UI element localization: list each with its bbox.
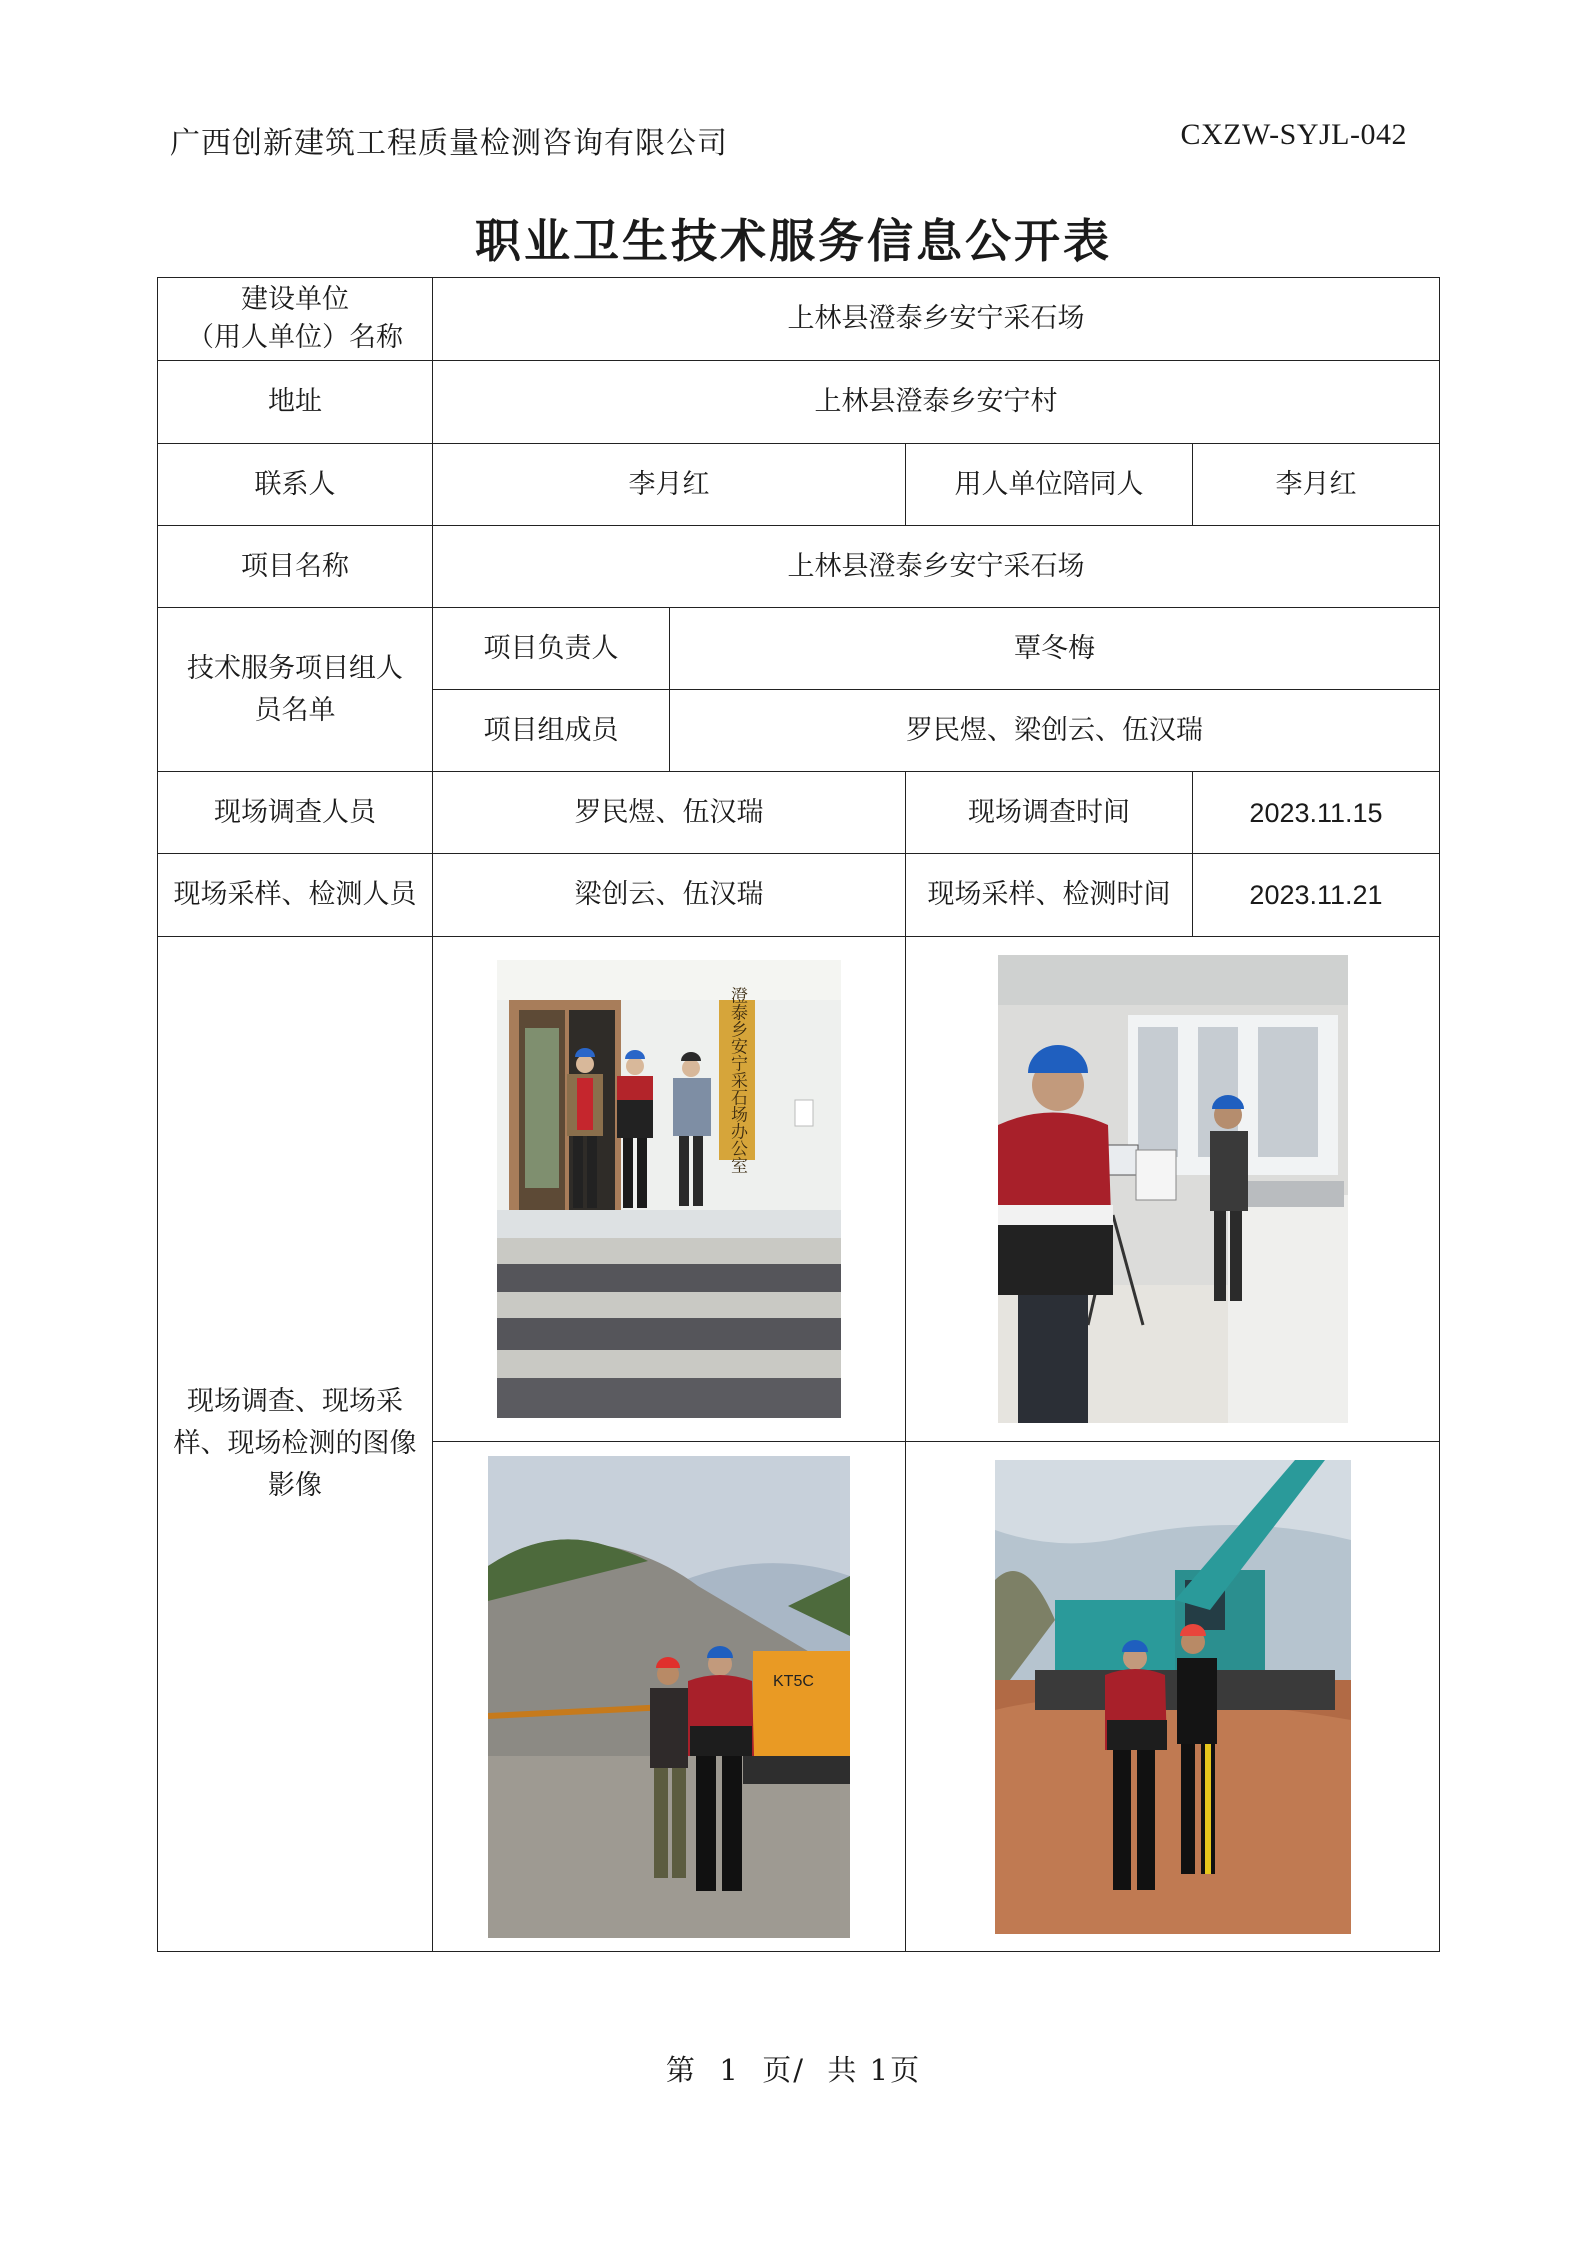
row-sampling xyxy=(158,854,1440,937)
row-project xyxy=(158,526,1440,608)
images-label: 现场调查、现场采样、现场检测的图像影像 xyxy=(158,937,433,1952)
photo-excavator-sampling xyxy=(995,1460,1351,1934)
sampling-time-value: 2023.11.21 xyxy=(1193,854,1440,937)
survey-time-value: 2023.11.15 xyxy=(1193,772,1440,854)
row-survey xyxy=(158,772,1440,854)
survey-time-label: 现场调查时间 xyxy=(906,772,1193,854)
office-plaque-text: 澄泰乡安宁采石场办公室 xyxy=(727,986,747,1174)
machine-label: KT5C xyxy=(773,1672,814,1690)
info-table xyxy=(157,277,1440,1952)
project-value: 上林县澄泰乡安宁采石场 xyxy=(433,526,1440,608)
photo-cell-drill xyxy=(433,1442,906,1952)
survey-staff-value: 罗民煜、伍汉瑞 xyxy=(433,772,906,854)
address-label: 地址 xyxy=(158,361,433,444)
page-title: 职业卫生技术服务信息公开表 xyxy=(475,214,1112,268)
row-address xyxy=(158,361,1440,444)
photo-cell-office xyxy=(433,937,906,1442)
survey-staff-label: 现场调查人员 xyxy=(158,772,433,854)
photo-indoor-sampling xyxy=(998,955,1348,1423)
photo-cell-excavator xyxy=(906,1442,1440,1952)
sampling-time-label: 现场采样、检测时间 xyxy=(906,854,1193,937)
company-name: 广西创新建筑工程质量检测咨询有限公司 xyxy=(170,126,728,161)
address-value: 上林县澄泰乡安宁村 xyxy=(433,361,1440,444)
photo-drill-sampling xyxy=(488,1456,850,1938)
contact-label: 联系人 xyxy=(158,444,433,526)
unit-label-line2: （用人单位）名称 xyxy=(187,322,403,353)
sampling-staff-value: 梁创云、伍汉瑞 xyxy=(433,854,906,937)
unit-label xyxy=(158,278,433,361)
leader-value: 覃冬梅 xyxy=(670,608,1440,690)
unit-label-line1: 建设单位 xyxy=(241,284,349,315)
photo-office-entrance xyxy=(497,960,841,1418)
photo-cell-indoor xyxy=(906,937,1440,1442)
contact-value: 李月红 xyxy=(433,444,906,526)
row-unit xyxy=(158,278,1440,361)
row-photos-top xyxy=(158,937,1440,1442)
document-code: CXZW-SYJL-042 xyxy=(1180,118,1407,151)
members-label: 项目组成员 xyxy=(433,690,670,772)
page-footer: 第 1 页/ 共 1页 xyxy=(665,2053,922,2087)
sampling-staff-label: 现场采样、检测人员 xyxy=(158,854,433,937)
leader-label: 项目负责人 xyxy=(433,608,670,690)
members-value: 罗民煜、梁创云、伍汉瑞 xyxy=(670,690,1440,772)
row-leader xyxy=(158,608,1440,690)
escort-value: 李月红 xyxy=(1193,444,1440,526)
unit-value: 上林县澄泰乡安宁采石场 xyxy=(433,278,1440,361)
row-contact xyxy=(158,444,1440,526)
team-label: 技术服务项目组人员名单 xyxy=(158,608,433,772)
escort-label: 用人单位陪同人 xyxy=(906,444,1193,526)
project-label: 项目名称 xyxy=(158,526,433,608)
